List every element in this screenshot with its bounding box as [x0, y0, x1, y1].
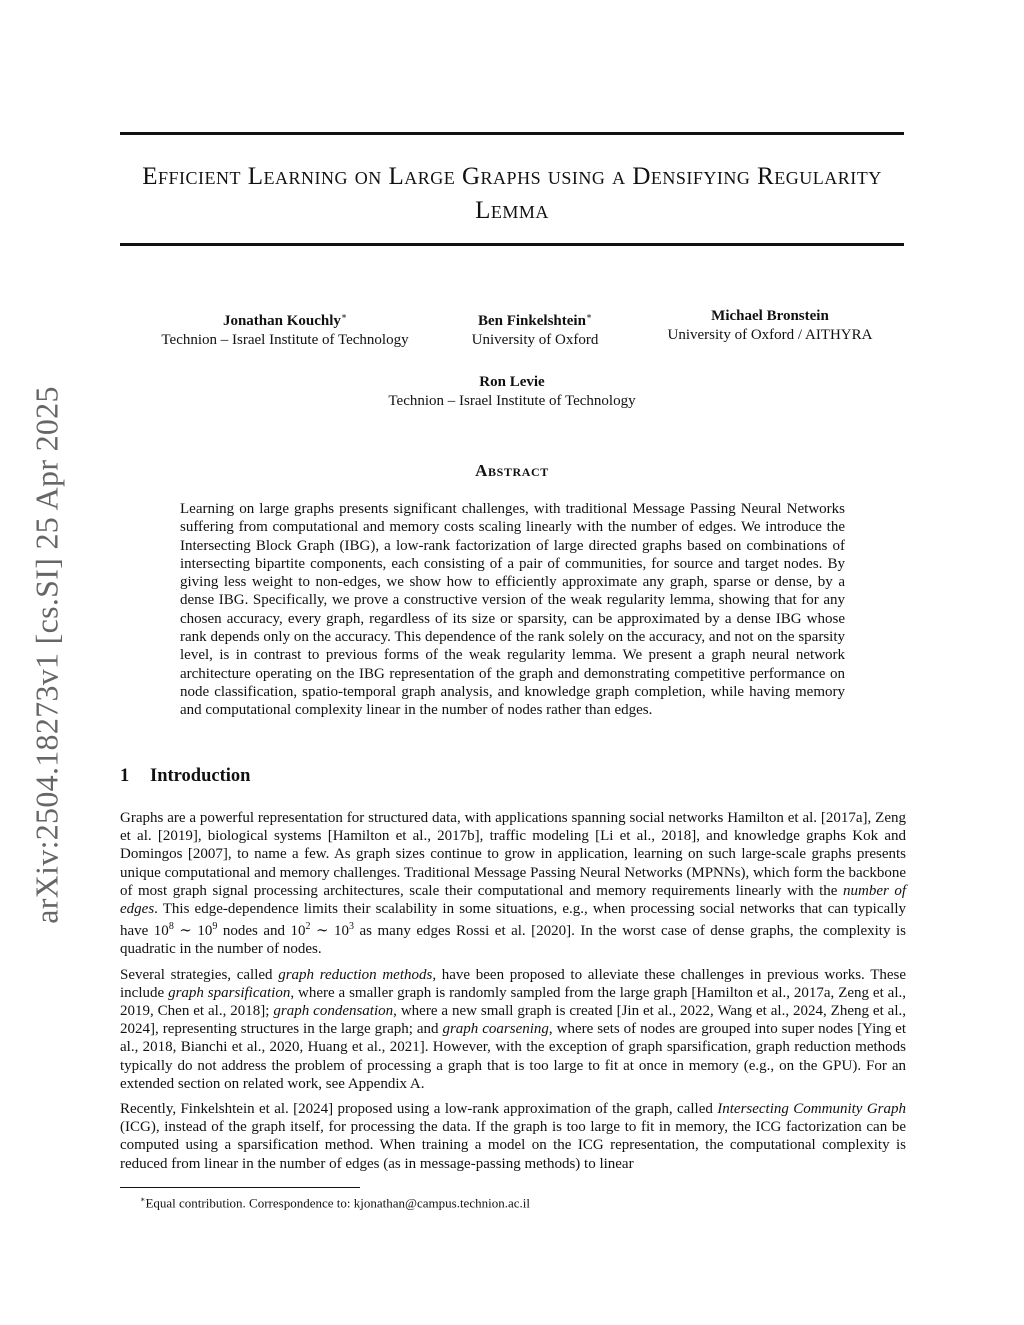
- paper-title: Efficient Learning on Large Graphs using a Densifying Regularity Lemma: [142, 163, 882, 224]
- paragraph: Graphs are a powerful representation for structured data, with applications spanning social networks Hamilton et al. [2017a], Zeng et al. [2019], biological systems [Hamilton et al., 2017b], traffic modeling [Li et al., 2018], and knowledge graphs Kok and Domingos [2007], to name a few. As graph sizes continue to grow in application, learning on such large-scale graphs presents unique computational and memory challenges. Traditional Message Passing Neural Networks (MPNNs), which form the backbone of most graph signal processing architectures, scale their computational and memory requirements linearly with the number of edges. This edge-dependence limits their scalability in some situations, e.g., when processing social networks that can typically have $10^8$ ∼ $10^9$ nodes and $10^2$ ∼ $10^3$ as many edges Rossi et al. [2020]. In the worst case of dense graphs, the complexity is quadratic in the number of nodes.: [120, 810, 906, 958]
- title-rule-bottom: [120, 243, 904, 246]
- author-3: [635, 307, 905, 345]
- author-affiliation: University of Oxford / AITHYRA: [667, 327, 873, 343]
- author-1: [140, 307, 430, 350]
- body-text: [120, 809, 906, 1180]
- footnote-text: Equal contribution. Correspondence to: kjonathan@campus.technion.ac.il: [145, 1195, 530, 1211]
- author-4: [360, 373, 664, 411]
- title-rule-top: [120, 132, 904, 135]
- equal-contribution-mark: ∗: [340, 311, 348, 321]
- abstract-heading: Abstract: [475, 461, 549, 480]
- footnote-rule: [120, 1187, 360, 1188]
- author-2: [455, 307, 615, 350]
- section-number: 1: [120, 766, 130, 786]
- author-name: Ben Finkelshtein: [477, 313, 586, 329]
- equal-contribution-mark: ∗: [585, 311, 593, 321]
- author-affiliation: University of Oxford: [471, 332, 599, 348]
- author-block: [120, 307, 904, 409]
- author-affiliation: Technion – Israel Institute of Technology: [388, 393, 636, 409]
- arxiv-identifier: arXiv:2504.18273v1 [cs.SI] 25 Apr 2025: [28, 386, 65, 924]
- paragraph: Several strategies, called graph reduction methods, have been proposed to alleviate these challenges in previous works. These include graph sparsification, where a smaller graph is randomly sampled from the large graph [Hamilton et al., 2017a, Zeng et al., 2019, Chen et al., 2018]; graph condensation, where a new small graph is created [Jin et al., 2022, Wang et al., 2024, Zheng et al., 2024], representing structures in the large graph; and graph coarsening, where sets of nodes are grouped into super nodes [Ying et al., 2018, Bianchi et al., 2020, Huang et al., 2021]. However, with the exception of graph sparsification, graph reduction methods typically do not address the problem of processing a graph that is too large to fit at once in memory (e.g., on the GPU). For an extended section on related work, see Appendix A.: [120, 966, 907, 1092]
- abstract-text: Learning on large graphs presents significant challenges, with traditional Message Passing Neural Networks suffering from computational and memory costs scaling linearly with the number of edges. We introduce the Intersecting Block Graph (IBG), a low-rank factorization of large directed graphs based on combinations of intersecting bipartite components, each consisting of a pair of communities, for source and target nodes. By giving less weight to non-edges, we show how to efficiently approximate any graph, sparse or dense, by a dense IBG. Specifically, we prove a constructive version of the weak regularity lemma, showing that for any chosen accuracy, every graph, regardless of its size or sparsity, can be approximated by a dense IBG whose rank depends only on the accuracy. This dependence of the rank solely on the accuracy, and not on the sparsity level, is in contrast to previous forms of the weak regularity lemma. We present a graph neural network architecture operating on the IBG representation of the graph and demonstrating competitive performance on node classification, spatio-temporal graph analysis, and knowledge graph completion, while having memory and computational complexity linear in the number of nodes rather than edges.: [180, 501, 845, 719]
- section-heading: [120, 766, 250, 787]
- section-title: Introduction: [150, 766, 251, 786]
- footnote-mark: ∗: [140, 1195, 146, 1204]
- author-name: Ron Levie: [479, 374, 545, 390]
- footnote: [140, 1192, 530, 1211]
- author-name: Jonathan Kouchly: [222, 313, 341, 329]
- author-affiliation: Technion – Israel Institute of Technology: [161, 332, 409, 348]
- paragraph: Recently, Finkelshtein et al. [2024] proposed using a low-rank approximation of the graph, called Intersecting Community Graph (ICG), instead of the graph itself, for processing the data. If the graph is too large to fit in memory, the ICG factorization can be computed using a sparsification method. When training a model on the ICG representation, the computational complexity is reduced from linear in the number of edges (as in message-passing methods) to linear: [120, 1101, 906, 1172]
- author-name: Michael Bronstein: [711, 308, 829, 324]
